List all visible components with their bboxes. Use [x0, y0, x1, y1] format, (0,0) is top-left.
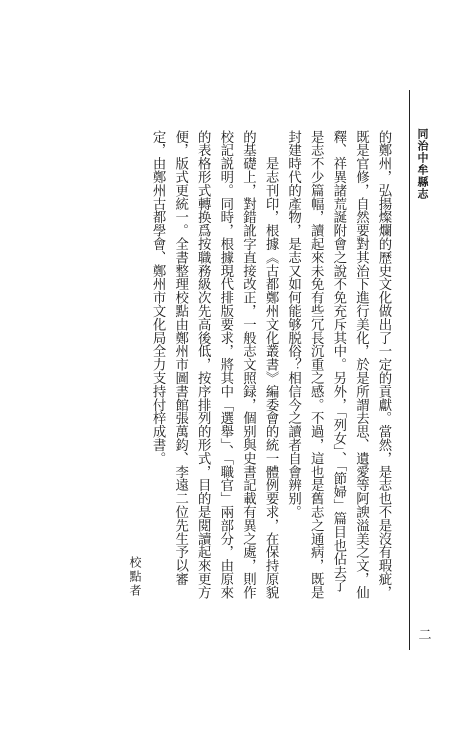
signature: 校點者	[128, 556, 142, 598]
body-text	[145, 130, 394, 600]
paragraph-1: 的鄭州，弘揚燦爛的歷史文化做出了一定的貢獻。當然，是志也不是沒有瑕疵，既是官修，自然要對其治下進行美化，於是所謂去思、遺愛等阿諛溢美之文，仙釋、祥異諸荒誕附會之說不免充斥其中。另外，「列女」、「節婦」篇目也佔去了是志不少篇幅，讀起來未免有些冗長沉重之感。不過，這也是舊志之通病，既是封建時代的產物，是志又如何能够脱俗？相信今之讀者自會辨别。	[285, 130, 391, 599]
running-head: 同治中牟縣志	[416, 128, 429, 200]
paragraph-2: 是志刊印，根據《古都鄭州文化叢書》編委會的統一體例要求，在保持原貌的基礎上，對錯訛字直接改正，一般志文照録，個别與史書記載有異之處，則作校記説明。同時，根據現代排版要求，將其中「選舉」、「職官」兩部分，由原來的表格形式轉换爲按職務級次先高後低，按序排列的形式，目的是閲讀起來更方便，版式更統一。全書整理校點由鄭州市圖書館張萬鈞、李遠二位先生予以審定，由鄭州古都學會、鄭州市文化局全力支持付梓成書。	[150, 130, 279, 599]
page-number: 二	[418, 628, 432, 643]
